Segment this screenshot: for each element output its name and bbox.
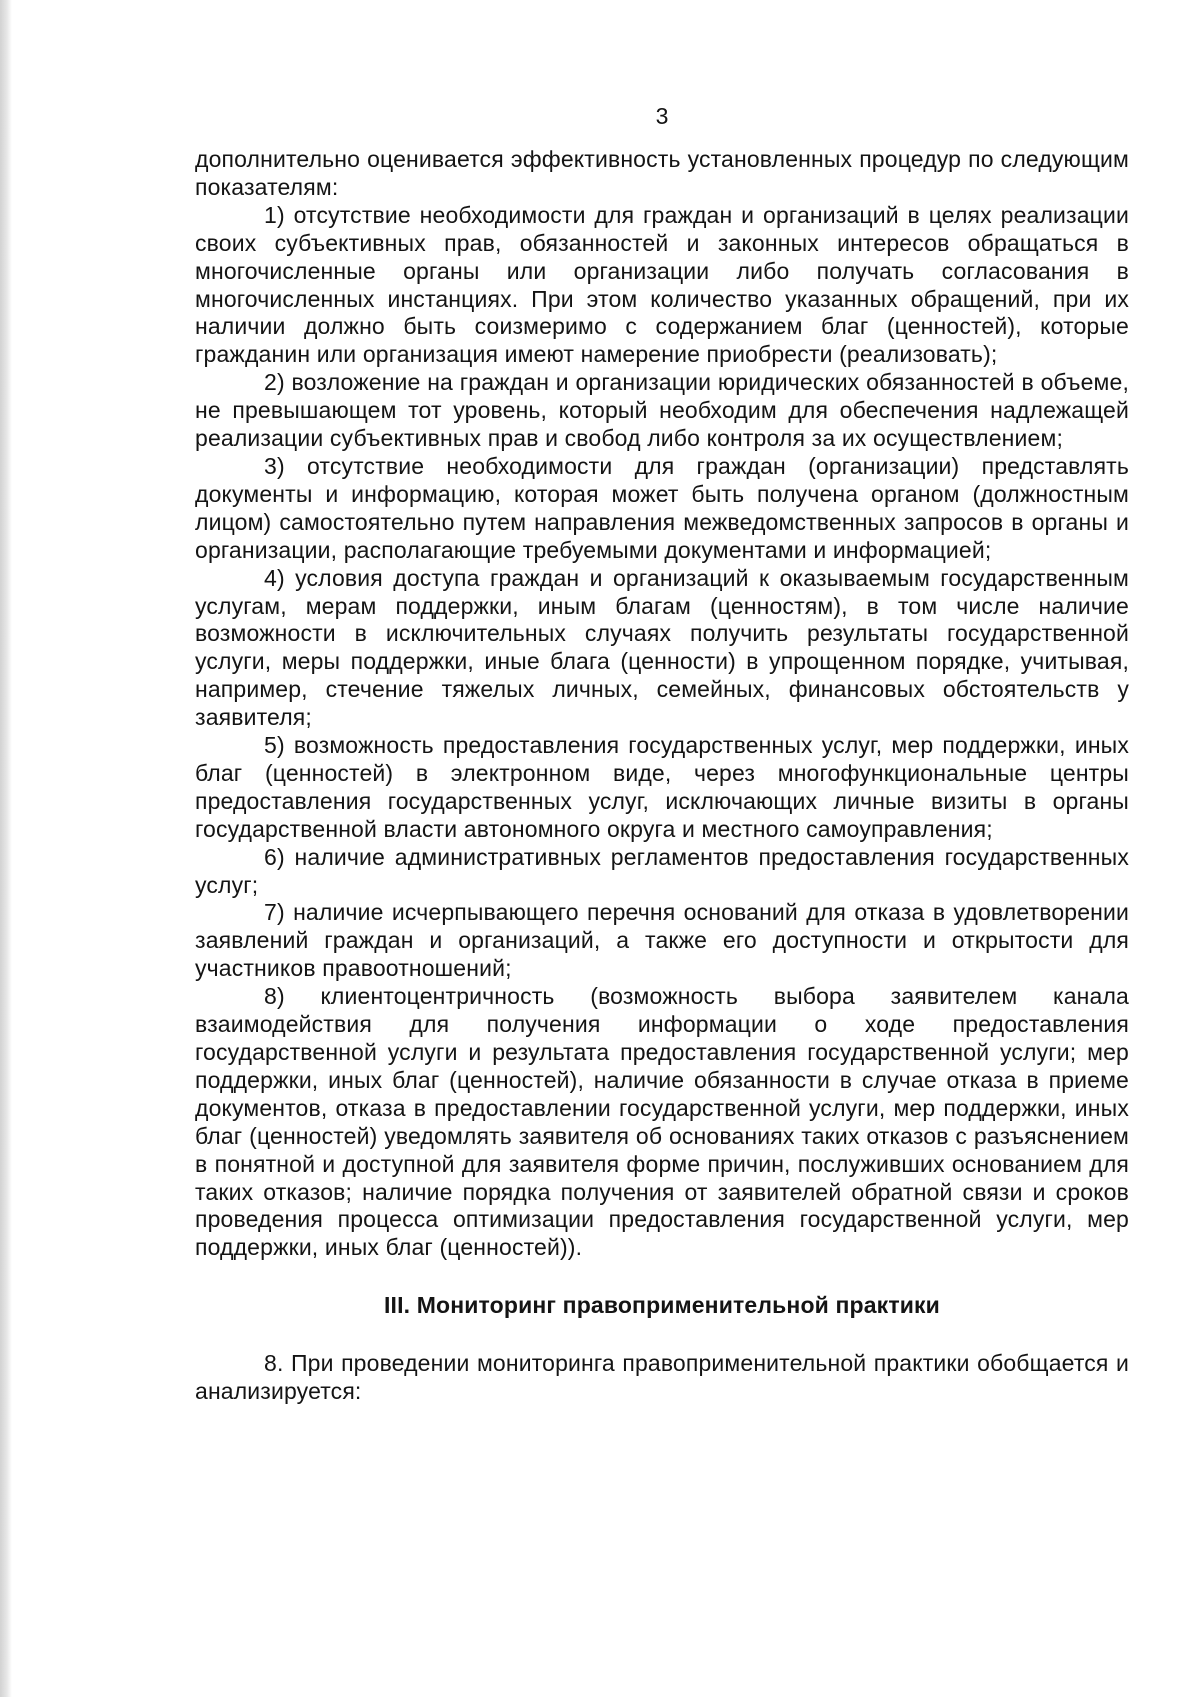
scan-edge-shadow [0,0,12,1697]
list-item-6: 6) наличие административных регламентов предоставления государственных услуг; [195,843,1129,898]
paragraph-section-8: 8. При проведении мониторинга правоприменительной практики обобщается и анализируется: [195,1350,1129,1405]
section-heading: III. Мониторинг правоприменительной практики [384,1292,940,1319]
list-item-4: 4) условия доступа граждан и организаций к оказываемым государственным услугам, мерам поддержки, иным благам (ценностям), в том числе наличие возможности в исключительных случаях получить результаты государственной услуги, меры поддержки, иные блага (ценности) в упрощенном порядке, учитывая, например, стечение тяжелых личных, семейных, финансовых обстоятельств у заявителя; [195,564,1129,731]
list-item-7: 7) наличие исчерпывающего перечня оснований для отказа в удовлетворении заявлений граждан и организаций, а также его доступности и открытости для участников правоотношений; [195,899,1129,982]
paragraph-intro: дополнительно оценивается эффективность установленных процедур по следующим показателям: [195,146,1129,200]
list-item-8: 8) клиентоцентричность (возможность выбора заявителем канала взаимодействия для получения информации о ходе предоставления государственной услуги и результата предоставления государственной услуги; мер поддержки, иных благ (ценностей), наличие обязанности в случае отказа в приеме документов, отказа в предоставлении государственной услуги, мер поддержки, иных благ (ценностей) уведомлять заявителя об основаниях таких отказов с разъяснением в понятной и доступной для заявителя форме причин, послуживших основанием для таких отказов; наличие порядка получения от заявителей обратной связи и сроков проведения процесса оптимизации предоставления государственной услуги, мер поддержки, иных благ (ценностей)). [195,983,1129,1261]
list-item-1: 1) отсутствие необходимости для граждан и организаций в целях реализации своих субъективных прав, обязанностей и законных интересов обращаться в многочисленные органы или организации либо получать согласования в многочисленных инстанциях. При этом количество указанных обращений, при их наличии должно быть соизмеримо с содержанием благ (ценностей), которые гражданин или организация имеют намерение приобрести (реализовать); [195,201,1129,368]
document-body [195,146,1129,1406]
list-item-2: 2) возложение на граждан и организации юридических обязанностей в объеме, не превышающем тот уровень, который необходим для обеспечения надлежащей реализации субъективных прав и свобод либо контроля за их осуществлением; [195,369,1129,452]
list-item-5: 5) возможность предоставления государственных услуг, мер поддержки, иных благ (ценностей) в электронном виде, через многофункциональные центры предоставления государственных услуг, исключающих личные визиты в органы государственной власти автономного округа и местного самоуправления; [195,732,1129,842]
page-number: 3 [655,103,669,129]
list-item-3: 3) отсутствие необходимости для граждан (организации) представлять документы и информацию, которая может быть получена органом (должностным лицом) самостоятельно путем направления межведомственных запросов в органы и организации, располагающие требуемыми документами и информацией; [195,452,1129,563]
